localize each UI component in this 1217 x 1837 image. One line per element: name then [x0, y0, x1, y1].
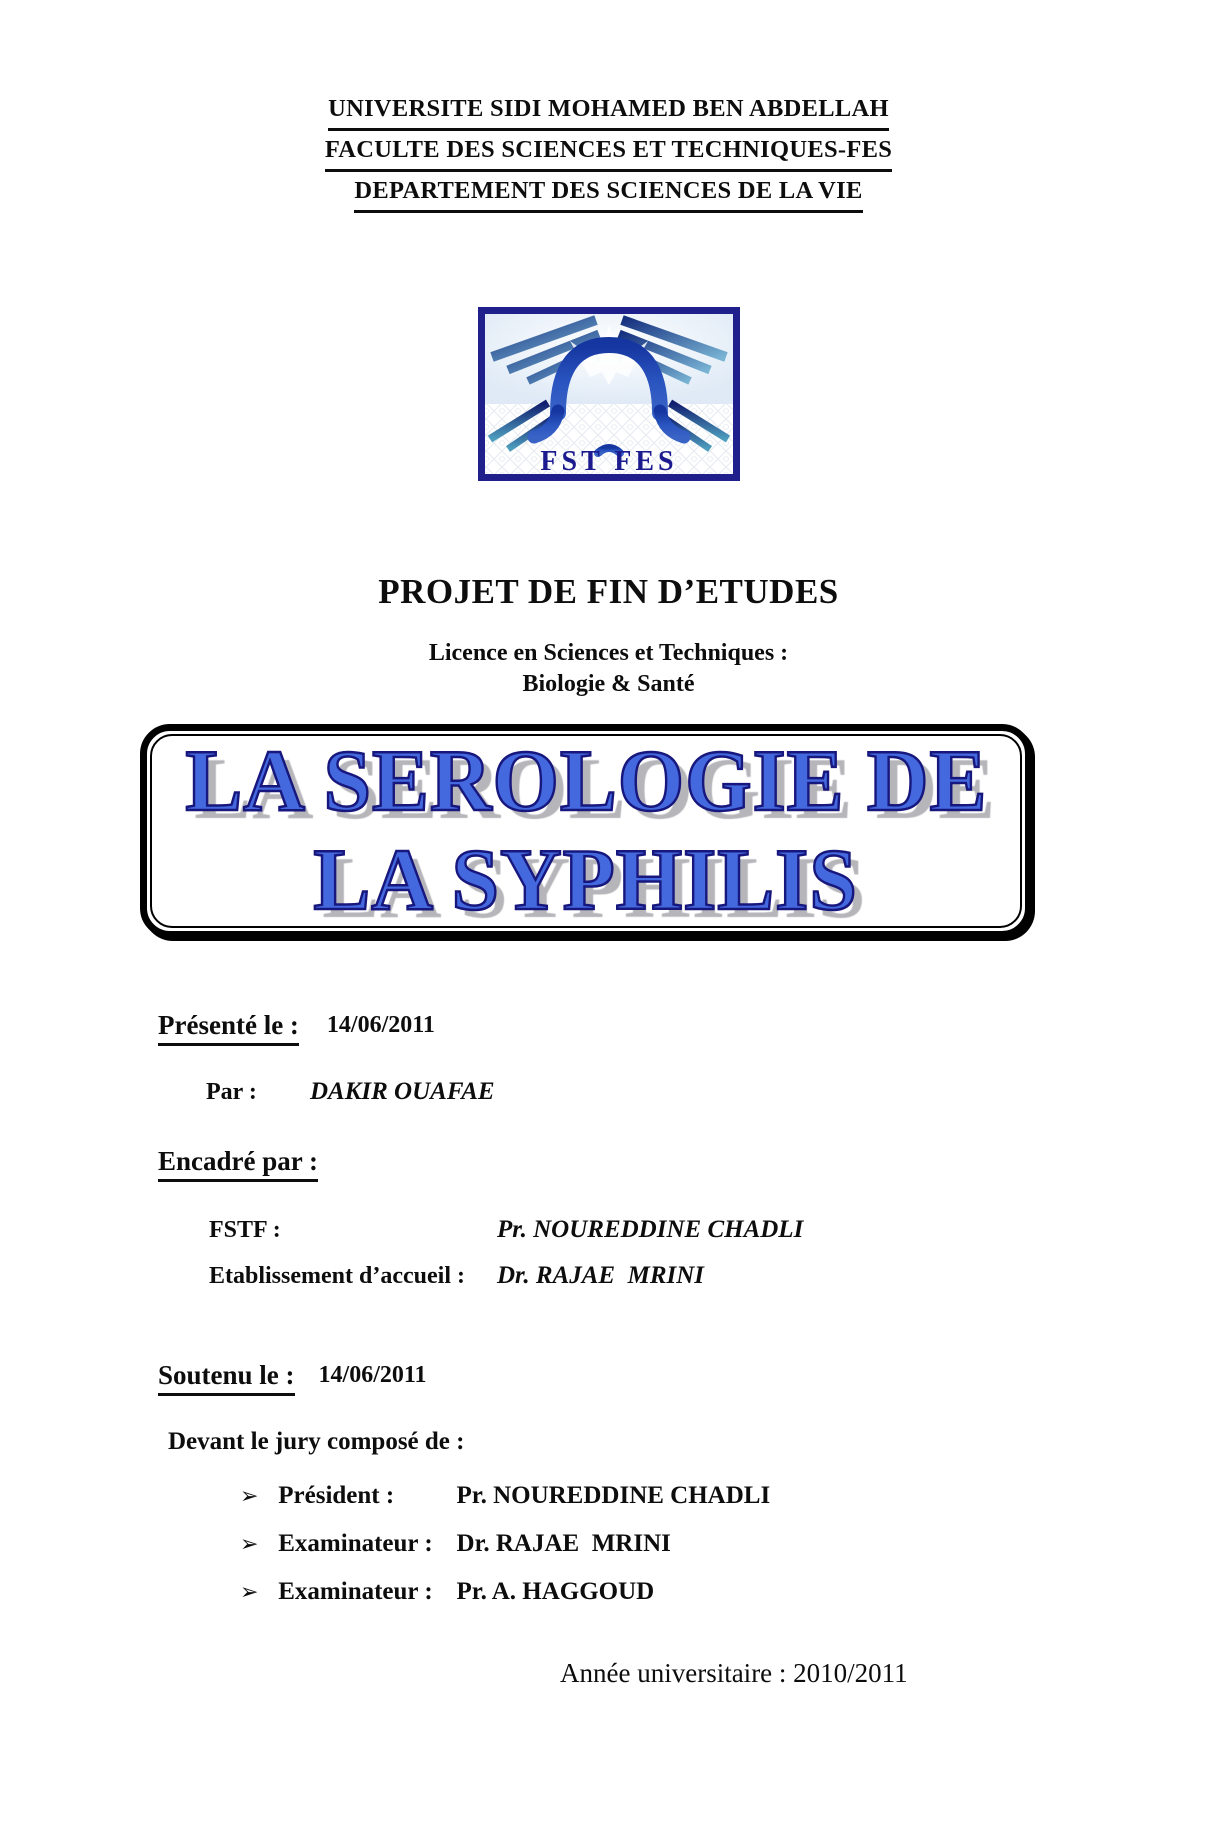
thesis-title-box [140, 724, 1032, 938]
university-name: UNIVERSITE SIDI MOHAMED BEN ABDELLAH [328, 90, 889, 131]
supervisor-affiliation-label: FSTF : [209, 1217, 281, 1243]
presented-label: Présenté le : [158, 1010, 299, 1046]
specialty-line: Biologie & Santé [522, 671, 695, 697]
jury-list [0, 1482, 1217, 1606]
university-header [0, 0, 1217, 213]
faculty-name: FACULTE DES SCIENCES ET TECHNIQUES-FES [325, 131, 892, 172]
supervision-row-host [209, 1262, 1217, 1290]
jury-member-name: Pr. NOUREDDINE CHADLI [456, 1482, 771, 1509]
supervision-heading: Encadré par : [158, 1146, 318, 1182]
university-name-line [0, 90, 1217, 131]
faculty-name-line [0, 131, 1217, 172]
jury-heading-row [168, 1428, 1217, 1456]
supervisor-name: Pr. NOUREDDINE CHADLI [497, 1216, 804, 1243]
fst-fes-logo-image [478, 307, 740, 481]
degree-line: Licence en Sciences et Techniques : [428, 640, 789, 666]
jury-row-president [240, 1482, 1217, 1510]
jury-heading: Devant le jury composé de : [168, 1428, 465, 1455]
department-name-line [0, 172, 1217, 213]
jury-member-name: Pr. A. HAGGOUD [456, 1578, 655, 1605]
supervision-heading-row [158, 1146, 1217, 1182]
jury-role: Examinateur : [278, 1530, 433, 1557]
supervisor-affiliation-label: Etablissement d’accueil : [209, 1263, 465, 1289]
defense-date-row [158, 1360, 1217, 1396]
thesis-title-box-inner [150, 734, 1022, 928]
department-name: DEPARTEMENT DES SCIENCES DE LA VIE [354, 172, 862, 213]
jury-member-name: Dr. RAJAE MRINI [456, 1530, 671, 1557]
defense-date-label: Soutenu le : [158, 1360, 295, 1396]
degree-block [0, 638, 1217, 700]
fst-fes-logo [0, 307, 1217, 486]
presented-row [158, 1010, 1217, 1046]
arrow-bullet-icon: ➢ [240, 1531, 259, 1556]
academic-year: Année universitaire : 2010/2011 [560, 1658, 908, 1688]
par-label: Par : [206, 1079, 257, 1105]
supervisor-name: Dr. RAJAE MRINI [497, 1262, 705, 1289]
jury-role: Examinateur : [278, 1578, 433, 1605]
supervision-row-fstf [209, 1216, 1217, 1244]
thesis-title-line2: LA SYPHILIS [313, 832, 859, 929]
thesis-title-line1: LA SEROLOGIE DE [184, 733, 988, 830]
pfe-title: PROJET DE FIN D’ETUDES [378, 572, 839, 611]
jury-role: Président : [278, 1482, 395, 1509]
jury-row-examiner-1 [240, 1530, 1217, 1558]
arrow-bullet-icon: ➢ [240, 1579, 259, 1604]
logo-caption: FST FES [539, 446, 678, 477]
defense-date: 14/06/2011 [318, 1362, 427, 1388]
author-row [206, 1078, 1217, 1106]
arrow-bullet-icon: ➢ [240, 1483, 259, 1508]
jury-row-examiner-2 [240, 1578, 1217, 1606]
author-name: DAKIR OUAFAE [310, 1078, 495, 1105]
presented-date: 14/06/2011 [326, 1012, 435, 1038]
